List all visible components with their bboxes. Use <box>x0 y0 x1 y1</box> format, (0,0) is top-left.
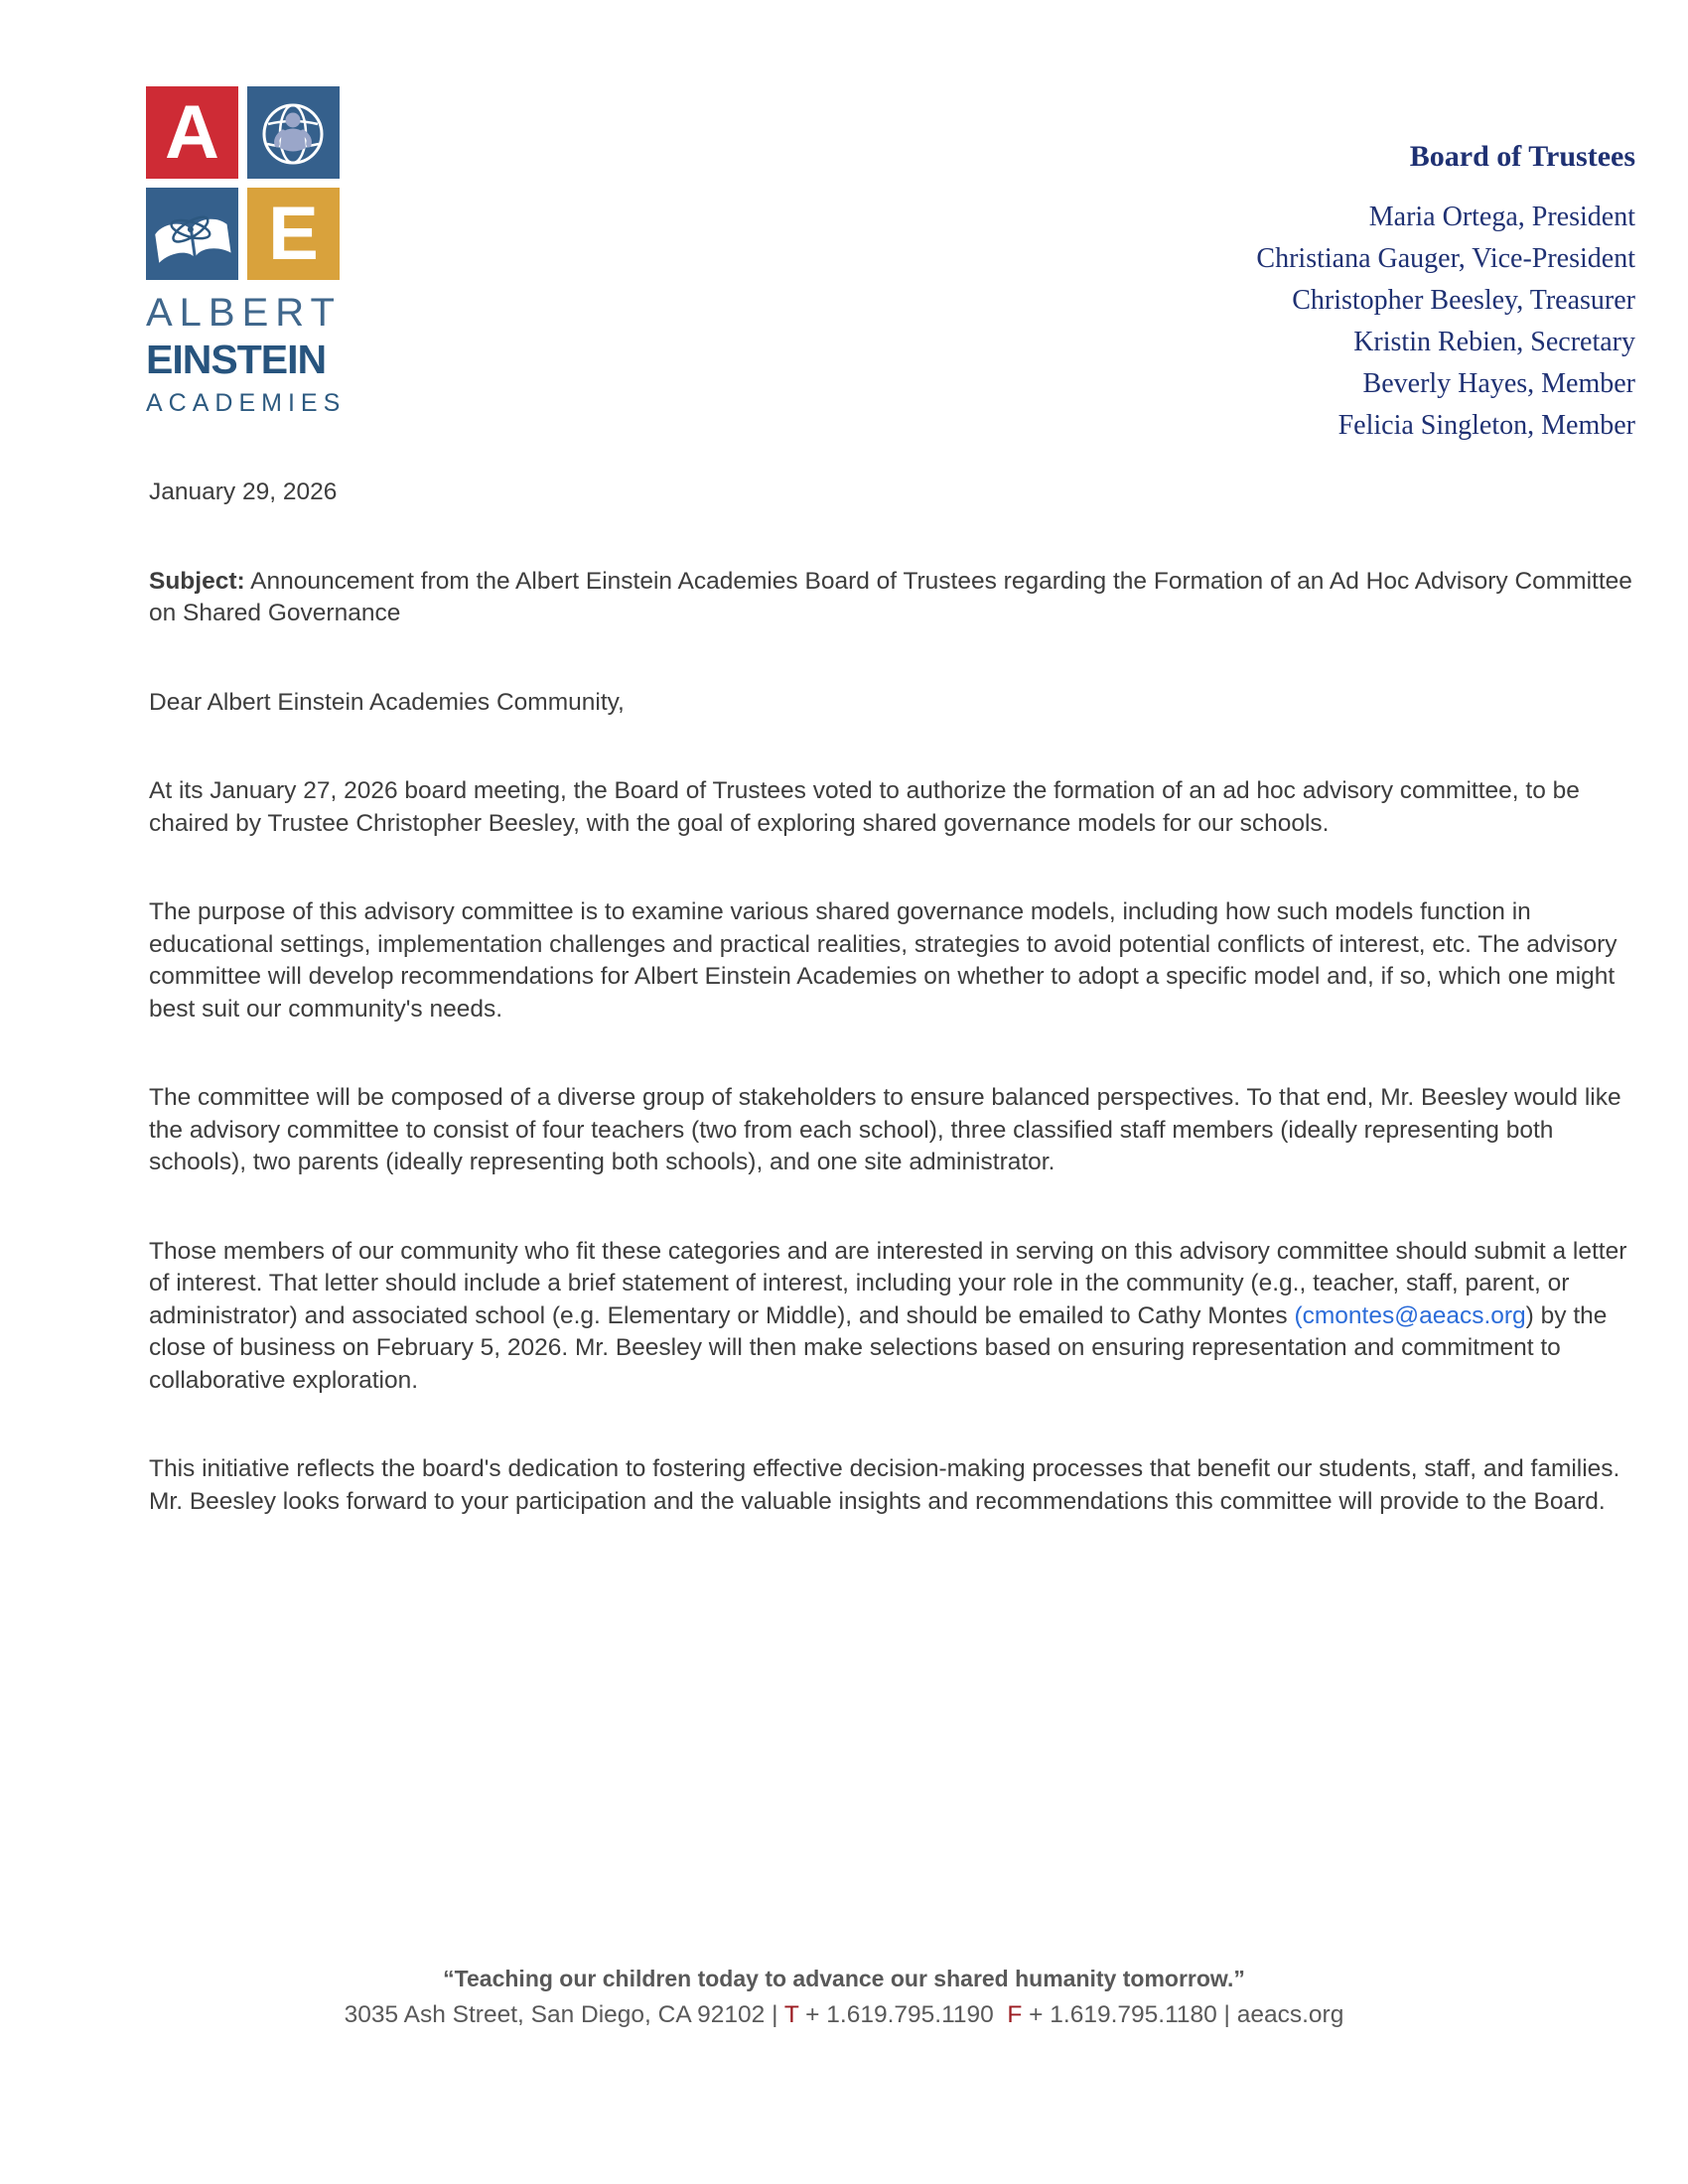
logo-letter-a: A <box>165 90 219 175</box>
letter-date: January 29, 2026 <box>149 478 338 505</box>
logo-tile-grid <box>146 86 340 280</box>
paragraph-2: The purpose of this advisory committee is to examine various shared governance models, including how such models function in educational settings, implementation challenges and practical realities, strategies to avoid potential conflicts of interest, etc. The advisory committee will develop recommendations for Albert Einstein Academies on whether to adopt a specific model and, if so, which one might best suit our community's needs. <box>149 898 1618 1023</box>
logo-tile-e <box>247 188 340 280</box>
trustee-treasurer: Christopher Beesley, Treasurer <box>1292 285 1635 316</box>
paragraph-3: The committee will be composed of a diverse group of stakeholders to ensure balanced perspectives. To that end, Mr. Beesley would like the advisory committee to consist of four teachers (two from each school), three classified staff members (ideally representing both schools), two parents (ideally representing both schools), and one site administrator. <box>149 1084 1621 1175</box>
subject-label: Subject: <box>149 567 245 595</box>
globe-child-icon <box>247 86 340 179</box>
logo-tile-book <box>146 188 238 280</box>
paragraph-5: This initiative reflects the board's dedication to fostering effective decision-making processes that benefit our students, staff, and families. Mr. Beesley looks forward to your participation and the valuable insights and recommendations this committee will provide to the Board. <box>149 1455 1620 1515</box>
logo-tile-a <box>146 86 238 179</box>
board-of-trustees-heading: Board of Trustees <box>1409 140 1635 173</box>
board-of-trustees-list <box>1256 139 1635 447</box>
trustee-secretary: Kristin Rebien, Secretary <box>1353 327 1635 357</box>
logo-wordmark-einstein: EINSTEIN <box>146 337 327 382</box>
trustee-vice-president: Christiana Gauger, Vice-President <box>1256 243 1635 274</box>
logo-wordmark-academies: ACADEMIES <box>146 389 347 417</box>
trustee-member-1: Beverly Hayes, Member <box>1362 368 1635 399</box>
street-address: 3035 Ash Street, San Diego, CA 92102 | <box>344 2001 784 2028</box>
paragraph-1: At its January 27, 2026 board meeting, the Board of Trustees voted to authorize the formation of an ad hoc advisory committee, to be chaired by Trustee Christopher Beesley, with the goal of exploring shared governance models for our schools. <box>149 777 1580 837</box>
phone-t-number: + 1.619.795.1190 <box>798 2001 1008 2028</box>
email-link[interactable]: (cmontes@aeacs.org <box>1294 1301 1526 1329</box>
logo-tile-globe <box>247 86 340 179</box>
subject-text: Announcement from the Albert Einstein Academies Board of Trustees regarding the Formation of an Ad Hoc Advisory Committee on Shared Governance <box>149 567 1639 626</box>
trustee-president: Maria Ortega, President <box>1368 202 1635 232</box>
paragraph-4-pre: Those members of our community who fit these categories and are interested in serving on this advisory committee should submit a letter of interest. That letter should include a brief statement of interest, including your role in the community (e.g., teacher, staff, parent, or administrator) and associated school (e.g. Elementary or Middle), and should be emailed to Cathy Montes <box>149 1237 1634 1329</box>
letter-footer <box>0 1964 1688 2031</box>
letter-body <box>149 477 1639 1574</box>
paragraph-4-post: ) by the close of business on February 5, 2026. Mr. Beesley will then make selections based on ensuring representation and commitment to collaborative exploration. <box>149 1301 1615 1394</box>
subject-line <box>149 566 1639 630</box>
phone-f-label: F <box>1007 2001 1023 2028</box>
phone-t-label: T <box>783 2001 799 2028</box>
motto-quote: “Teaching our children today to advance our shared humanity tomorrow.” <box>443 1966 1245 1991</box>
trustee-member-2: Felicia Singleton, Member <box>1337 410 1635 441</box>
logo-wordmark-albert: ALBERT <box>146 291 342 335</box>
paragraph-4 <box>149 1236 1635 1398</box>
phone-f-number: + 1.619.795.1180 | aeacs.org <box>1022 2001 1344 2028</box>
aea-logo <box>146 86 347 417</box>
salutation: Dear Albert Einstein Academies Community, <box>149 688 625 716</box>
address-line <box>0 1999 1688 2031</box>
logo-letter-e: E <box>268 192 319 276</box>
book-atom-icon <box>146 188 238 280</box>
